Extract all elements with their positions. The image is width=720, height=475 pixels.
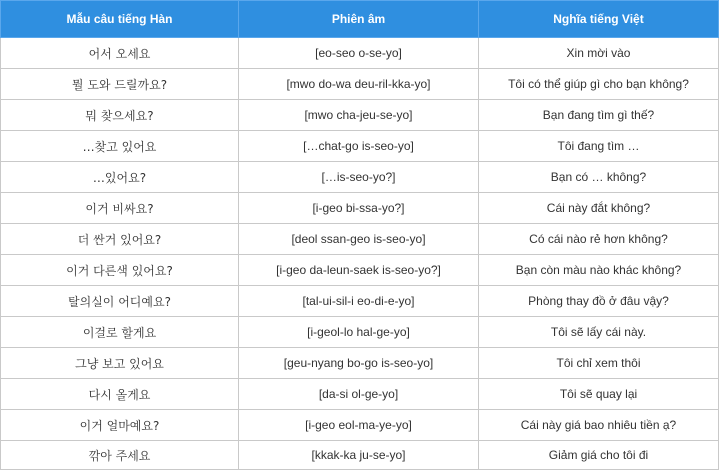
cell-romanization: [mwo cha-jeu-se-yo] — [239, 100, 479, 131]
cell-korean: 뭐 찾으세요? — [1, 100, 239, 131]
table-row — [1, 100, 719, 131]
cell-vietnamese: Tôi có thể giúp gì cho bạn không? — [479, 69, 719, 100]
cell-romanization: [eo-seo o-se-yo] — [239, 38, 479, 69]
cell-vietnamese: Tôi chỉ xem thôi — [479, 348, 719, 379]
cell-romanization: [deol ssan-geo is-seo-yo] — [239, 224, 479, 255]
cell-korean: 이거 얼마예요? — [1, 410, 239, 441]
table-row — [1, 410, 719, 441]
cell-romanization: [mwo do-wa deu-ril-kka-yo] — [239, 69, 479, 100]
header-korean: Mẫu câu tiếng Hàn — [1, 1, 239, 38]
cell-vietnamese: Bạn còn màu nào khác không? — [479, 255, 719, 286]
cell-korean: 이걸로 할게요 — [1, 317, 239, 348]
cell-vietnamese: Bạn có … không? — [479, 162, 719, 193]
cell-vietnamese: Giảm giá cho tôi đi — [479, 441, 719, 470]
cell-romanization: [kkak-ka ju-se-yo] — [239, 441, 479, 470]
cell-korean: 깎아 주세요 — [1, 441, 239, 470]
cell-vietnamese: Tôi sẽ quay lại — [479, 379, 719, 410]
cell-romanization: […chat-go is-seo-yo] — [239, 131, 479, 162]
table-row — [1, 162, 719, 193]
table-row — [1, 193, 719, 224]
cell-romanization: […is-seo-yo?] — [239, 162, 479, 193]
cell-romanization: [i-geo eol-ma-ye-yo] — [239, 410, 479, 441]
cell-korean: 어서 오세요 — [1, 38, 239, 69]
cell-korean: …있어요? — [1, 162, 239, 193]
cell-korean: 뭘 도와 드릴까요? — [1, 69, 239, 100]
table-row — [1, 131, 719, 162]
cell-korean: 이거 다른색 있어요? — [1, 255, 239, 286]
table-row — [1, 69, 719, 100]
header-romanization: Phiên âm — [239, 1, 479, 38]
cell-romanization: [i-geol-lo hal-ge-yo] — [239, 317, 479, 348]
cell-vietnamese: Cái này đắt không? — [479, 193, 719, 224]
cell-romanization: [i-geo bi-ssa-yo?] — [239, 193, 479, 224]
cell-korean: 다시 올게요 — [1, 379, 239, 410]
cell-vietnamese: Có cái nào rẻ hơn không? — [479, 224, 719, 255]
cell-vietnamese: Bạn đang tìm gì thế? — [479, 100, 719, 131]
cell-korean: 그냥 보고 있어요 — [1, 348, 239, 379]
cell-romanization: [da-si ol-ge-yo] — [239, 379, 479, 410]
table-row — [1, 441, 719, 470]
table-row — [1, 255, 719, 286]
table-row — [1, 317, 719, 348]
table-body — [1, 38, 719, 470]
table-header — [1, 1, 719, 38]
table-row — [1, 38, 719, 69]
cell-korean: 더 싼거 있어요? — [1, 224, 239, 255]
cell-romanization: [geu-nyang bo-go is-seo-yo] — [239, 348, 479, 379]
cell-romanization: [tal-ui-sil-i eo-di-e-yo] — [239, 286, 479, 317]
cell-vietnamese: Cái này giá bao nhiêu tiền ạ? — [479, 410, 719, 441]
cell-vietnamese: Phòng thay đồ ở đâu vậy? — [479, 286, 719, 317]
cell-romanization: [i-geo da-leun-saek is-seo-yo?] — [239, 255, 479, 286]
header-row — [1, 1, 719, 38]
table-row — [1, 286, 719, 317]
cell-vietnamese: Tôi đang tìm … — [479, 131, 719, 162]
cell-korean: 탈의실이 어디예요? — [1, 286, 239, 317]
cell-korean: 이거 비싸요? — [1, 193, 239, 224]
table-row — [1, 379, 719, 410]
cell-vietnamese: Xin mời vào — [479, 38, 719, 69]
cell-vietnamese: Tôi sẽ lấy cái này. — [479, 317, 719, 348]
cell-korean: …찾고 있어요 — [1, 131, 239, 162]
header-vietnamese: Nghĩa tiếng Việt — [479, 1, 719, 38]
table-row — [1, 224, 719, 255]
table-row — [1, 348, 719, 379]
